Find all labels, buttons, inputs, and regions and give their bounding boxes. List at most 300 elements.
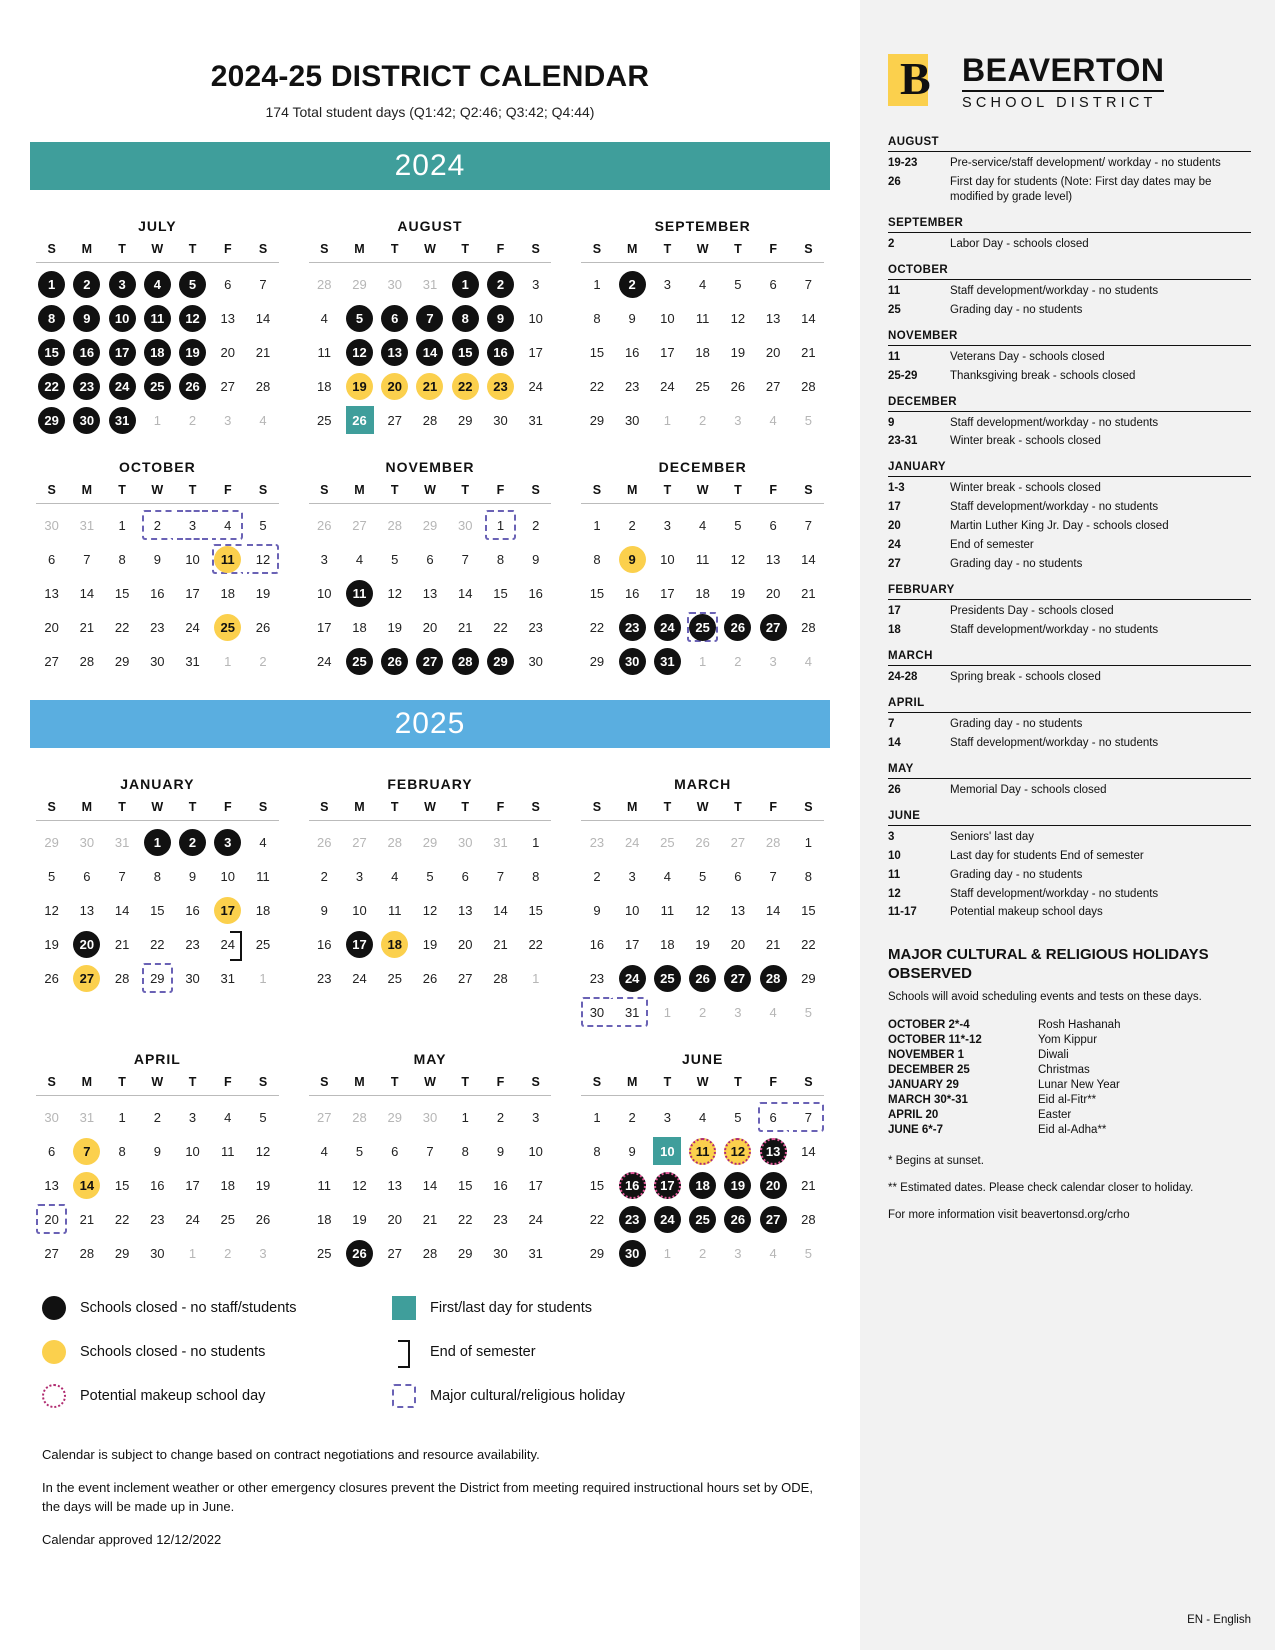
day-cell (720, 859, 755, 893)
weekday-header (307, 800, 554, 820)
day-cell (720, 369, 755, 403)
day-number: 22 (457, 1211, 473, 1227)
day-cell (342, 369, 377, 403)
day-cell (104, 542, 139, 576)
day-cell (377, 335, 412, 369)
day-cell (791, 1202, 826, 1236)
day-cell (342, 1236, 377, 1270)
day-cell (483, 1134, 518, 1168)
day-number: 27 (44, 653, 59, 669)
day-cell (685, 825, 720, 859)
day-number: 1 (663, 1004, 672, 1020)
day-cell (412, 542, 447, 576)
day-cell (104, 1236, 139, 1270)
day-number: 28 (422, 412, 438, 428)
day-number: 5 (734, 276, 742, 292)
holiday-date: JANUARY 29 (888, 1078, 959, 1091)
day-number: 11 (144, 305, 171, 332)
day-number: 11 (346, 580, 373, 607)
day-number: 9 (153, 551, 161, 567)
day-cell (175, 267, 210, 301)
day-number: 24 (654, 1206, 681, 1233)
day-cell (720, 610, 755, 644)
day-grid (307, 267, 554, 437)
day-number: 15 (801, 902, 816, 918)
day-number: 28 (452, 648, 479, 675)
day-cell (342, 576, 377, 610)
weekday-header (34, 1075, 281, 1095)
weekday-label: S (258, 1075, 268, 1089)
day-cell (756, 267, 791, 301)
day-number: 19 (255, 585, 271, 601)
holiday-name: Lunar New Year (1038, 1078, 1120, 1091)
day-number: 4 (355, 551, 364, 567)
day-cell (104, 927, 139, 961)
day-grid (579, 267, 826, 437)
day-number: 28 (79, 1245, 95, 1261)
day-cell (650, 893, 685, 927)
day-number: 23 (619, 614, 646, 641)
legend-swatch-teal-icon (392, 1296, 416, 1320)
day-number: 17 (528, 1177, 543, 1193)
holiday-row (888, 1122, 1251, 1137)
day-number: 4 (769, 412, 777, 428)
day-cell (140, 403, 175, 437)
day-cell (685, 335, 720, 369)
weekday-header (579, 483, 826, 503)
day-number: 19 (255, 1177, 271, 1193)
day-cell (756, 644, 791, 678)
day-number: 3 (355, 868, 364, 884)
weekday-label: T (461, 800, 470, 814)
event-description: Staff development/workday - no students (950, 624, 1159, 636)
day-number: 30 (493, 1245, 508, 1261)
event-row (888, 828, 1251, 847)
day-cell (518, 961, 553, 995)
weekday-label: W (424, 483, 436, 497)
day-cell (483, 610, 518, 644)
holiday-name: Christmas (1038, 1063, 1090, 1076)
weekday-header (34, 242, 281, 262)
day-cell (342, 508, 377, 542)
day-cell (210, 576, 245, 610)
event-description: Grading day - no students (950, 868, 1083, 881)
day-number: 21 (422, 1211, 438, 1227)
day-number: 26 (255, 619, 271, 635)
day-number: 11 (221, 1143, 235, 1159)
day-number: 26 (317, 517, 332, 533)
weekday-label: M (626, 242, 638, 256)
day-cell (307, 403, 342, 437)
day-cell (34, 576, 69, 610)
holiday-footnote: ** Estimated dates. Please check calendar closer to holiday. (888, 1182, 1194, 1195)
weekday-label: M (354, 483, 365, 497)
day-cell (175, 1202, 210, 1236)
day-number: 24 (660, 378, 675, 394)
day-cell (377, 1134, 412, 1168)
day-cell (650, 403, 685, 437)
note-text: Calendar is subject to change based on contract negotiations and resource availability. (42, 1447, 540, 1462)
day-number: 3 (214, 829, 241, 856)
day-cell (140, 1236, 175, 1270)
holiday-name: Eid al-Adha** (1038, 1123, 1107, 1136)
day-cell (210, 893, 245, 927)
day-number: 27 (760, 614, 787, 641)
day-cell (140, 267, 175, 301)
day-number: 18 (695, 344, 710, 360)
day-number: 21 (801, 344, 816, 360)
day-number: 1 (663, 1245, 672, 1261)
day-cell (448, 576, 483, 610)
day-cell (791, 961, 826, 995)
day-cell (518, 403, 553, 437)
day-cell (412, 335, 447, 369)
day-cell (685, 403, 720, 437)
day-cell (483, 1202, 518, 1236)
day-cell (685, 267, 720, 301)
weekday-label: S (592, 242, 602, 256)
day-number: 30 (422, 1109, 438, 1125)
divider (36, 503, 279, 504)
day-cell (210, 1168, 245, 1202)
holiday-date: JUNE 6*-7 (888, 1123, 943, 1136)
day-grid (34, 267, 281, 437)
day-cell (720, 995, 755, 1029)
day-number: 10 (660, 551, 675, 567)
day-cell (685, 1134, 720, 1168)
day-number: 9 (628, 1143, 636, 1159)
day-number: 6 (224, 276, 232, 292)
day-cell (791, 1100, 826, 1134)
day-number: 8 (118, 551, 126, 567)
day-cell (34, 1236, 69, 1270)
day-cell (791, 369, 826, 403)
day-cell (412, 369, 447, 403)
day-cell (615, 301, 650, 335)
day-number: 2 (593, 868, 601, 884)
day-number: 23 (589, 970, 605, 986)
day-number: 24 (528, 1211, 543, 1227)
day-cell (615, 1202, 650, 1236)
day-cell (175, 1100, 210, 1134)
day-number: 21 (79, 1211, 95, 1227)
day-number: 16 (493, 1177, 508, 1193)
day-cell (579, 893, 614, 927)
weekday-label: F (223, 800, 232, 814)
holiday-date: DECEMBER 25 (888, 1063, 970, 1076)
day-cell (791, 542, 826, 576)
day-number: 19 (387, 619, 402, 635)
day-number: 2 (734, 653, 742, 669)
day-cell (210, 335, 245, 369)
event-description: Grading day - no students (950, 558, 1083, 571)
day-cell (650, 1236, 685, 1270)
day-cell (579, 1202, 614, 1236)
day-number: 23 (624, 378, 640, 394)
weekday-label: S (320, 483, 329, 497)
day-number: 4 (769, 1004, 777, 1020)
day-cell (791, 825, 826, 859)
day-number: 5 (804, 412, 812, 428)
holiday-row (888, 1047, 1251, 1062)
holiday-date: APRIL 20 (888, 1108, 939, 1121)
day-cell (615, 508, 650, 542)
day-cell (175, 825, 210, 859)
month-november (303, 441, 558, 678)
day-number: 5 (699, 868, 707, 884)
day-number: 21 (493, 936, 508, 952)
day-cell (175, 961, 210, 995)
day-cell (34, 542, 69, 576)
day-cell (377, 1168, 412, 1202)
day-number: 29 (422, 517, 438, 533)
day-number: 30 (528, 653, 543, 669)
day-number: 20 (457, 936, 473, 952)
event-description: Seniors' last day (950, 830, 1035, 843)
weekday-label: T (188, 242, 197, 256)
day-number: 21 (457, 619, 473, 635)
weekday-header (307, 1075, 554, 1095)
weekday-label: F (496, 800, 505, 814)
day-cell (685, 576, 720, 610)
day-cell (720, 267, 755, 301)
day-number: 8 (38, 305, 65, 332)
day-number: 22 (150, 936, 165, 952)
day-number: 18 (381, 931, 408, 958)
day-cell (69, 542, 104, 576)
day-number: 13 (44, 1177, 59, 1193)
day-number: 15 (589, 585, 605, 601)
day-cell (210, 369, 245, 403)
day-number: 27 (387, 412, 402, 428)
day-cell (685, 301, 720, 335)
event-row (888, 432, 1251, 451)
day-cell (483, 576, 518, 610)
day-number: 27 (730, 834, 746, 850)
note-text: Calendar approved 12/12/2022 (42, 1531, 222, 1547)
day-cell (791, 1236, 826, 1270)
day-cell (412, 1100, 447, 1134)
day-cell (104, 335, 139, 369)
day-number: 25 (689, 614, 716, 641)
day-cell (342, 893, 377, 927)
day-number: 26 (695, 834, 710, 850)
day-number: 7 (804, 517, 812, 533)
day-number: 13 (387, 1177, 402, 1193)
day-cell (377, 1100, 412, 1134)
day-number: 30 (150, 1245, 165, 1261)
month-february (303, 758, 558, 1029)
day-cell (175, 1236, 210, 1270)
holiday-name: Yom Kippur (1038, 1033, 1098, 1046)
event-row (888, 235, 1251, 254)
event-month-heading: NOVEMBER (888, 329, 958, 342)
day-number: 27 (352, 834, 367, 850)
day-cell (615, 542, 650, 576)
day-cell (245, 369, 280, 403)
event-date: 3 (888, 830, 895, 843)
day-cell (377, 927, 412, 961)
day-cell (412, 1134, 447, 1168)
day-cell (34, 610, 69, 644)
day-cell (579, 961, 614, 995)
weekday-label: S (47, 483, 56, 497)
day-cell (342, 825, 377, 859)
year-bar-2024: 2024 (30, 142, 830, 190)
day-number: 27 (760, 1206, 787, 1233)
day-number: 27 (457, 970, 473, 986)
day-cell (791, 1134, 826, 1168)
day-cell (210, 644, 245, 678)
day-cell (140, 859, 175, 893)
divider (581, 503, 824, 504)
events-list (888, 136, 1251, 922)
day-number: 16 (624, 585, 640, 601)
day-number: 12 (724, 1138, 751, 1165)
day-number: 3 (628, 868, 636, 884)
day-number: 9 (593, 902, 601, 918)
day-cell (615, 1134, 650, 1168)
day-cell (448, 1168, 483, 1202)
event-month-heading: MAY (888, 762, 914, 775)
day-number: 26 (317, 834, 332, 850)
day-number: 1 (153, 412, 161, 428)
day-cell (650, 995, 685, 1029)
day-cell (307, 267, 342, 301)
day-cell (518, 301, 553, 335)
day-cell (210, 825, 245, 859)
day-cell (685, 859, 720, 893)
day-number: 8 (593, 310, 601, 326)
day-cell (140, 301, 175, 335)
day-number: 29 (114, 653, 130, 669)
legend-item (392, 1384, 830, 1408)
day-cell (140, 542, 175, 576)
holiday-name: Eid al-Fitr** (1038, 1093, 1097, 1106)
day-number: 24 (185, 1211, 200, 1227)
day-number: 22 (493, 619, 508, 635)
day-number: 20 (44, 619, 59, 635)
day-number: 4 (699, 276, 707, 292)
day-cell (412, 267, 447, 301)
day-cell (307, 610, 342, 644)
day-cell (377, 576, 412, 610)
day-cell (720, 508, 755, 542)
weekday-label: T (663, 1075, 672, 1089)
day-number: 20 (73, 931, 100, 958)
day-number: 12 (387, 585, 402, 601)
event-description: End of semester (950, 539, 1034, 552)
day-number: 7 (259, 276, 267, 292)
day-grid (579, 508, 826, 678)
divider (888, 476, 1251, 477)
day-cell (412, 1202, 447, 1236)
day-cell (518, 267, 553, 301)
day-cell (245, 403, 280, 437)
day-cell (69, 369, 104, 403)
event-date: 18 (888, 624, 901, 636)
divider (888, 279, 1251, 280)
day-number: 31 (185, 653, 200, 669)
day-number: 3 (188, 1109, 197, 1125)
weekday-label: S (804, 1075, 813, 1089)
day-number: 16 (589, 936, 605, 952)
month-title: FEBRUARY (387, 776, 473, 792)
day-cell (34, 267, 69, 301)
day-number: 12 (695, 902, 710, 918)
day-number: 6 (461, 868, 469, 884)
day-cell (34, 825, 69, 859)
day-number: 28 (422, 1245, 438, 1261)
day-number: 31 (79, 1109, 95, 1125)
day-cell (518, 369, 553, 403)
weekday-label: F (223, 1075, 232, 1089)
day-cell (720, 644, 755, 678)
day-cell (756, 369, 791, 403)
day-number: 1 (663, 412, 672, 428)
day-cell (791, 301, 826, 335)
month-title: AUGUST (397, 218, 463, 234)
day-cell (791, 644, 826, 678)
day-cell (791, 403, 826, 437)
weekday-label: W (696, 1075, 709, 1089)
event-row (888, 348, 1251, 367)
day-cell (518, 1202, 553, 1236)
weekday-label: F (496, 483, 505, 497)
day-cell (245, 301, 280, 335)
day-cell (650, 610, 685, 644)
day-cell (720, 335, 755, 369)
day-cell (245, 961, 280, 995)
day-cell (720, 576, 755, 610)
day-number: 3 (663, 276, 672, 292)
day-cell (615, 369, 650, 403)
day-number: 14 (493, 902, 508, 918)
day-number: 29 (457, 412, 473, 428)
weekday-label: M (354, 242, 365, 256)
logo-mark-icon (888, 54, 952, 112)
day-cell (140, 927, 175, 961)
day-cell (210, 927, 245, 961)
legend-swatch-dash-icon (392, 1384, 416, 1408)
month-june (575, 1033, 830, 1270)
divider (581, 820, 824, 821)
month-march (575, 758, 830, 1029)
day-cell (579, 335, 614, 369)
event-description: Memorial Day - schools closed (950, 783, 1107, 796)
day-cell (210, 610, 245, 644)
event-month-heading: JANUARY (888, 461, 946, 474)
day-number: 25 (689, 1206, 716, 1233)
day-cell (34, 1100, 69, 1134)
holiday-footnote: * Begins at sunset. (888, 1155, 984, 1168)
day-cell (104, 301, 139, 335)
day-cell (685, 542, 720, 576)
page-title: 2024-25 DISTRICT CALENDAR (210, 60, 650, 93)
day-number: 15 (452, 339, 479, 366)
day-cell (175, 893, 210, 927)
holiday-row (888, 1107, 1251, 1122)
day-cell (377, 610, 412, 644)
day-cell (720, 1168, 755, 1202)
day-number: 17 (528, 344, 543, 360)
day-number: 23 (150, 1211, 165, 1227)
day-number: 20 (765, 344, 781, 360)
day-number: 27 (73, 965, 100, 992)
day-number: 29 (589, 412, 605, 428)
weekday-label: F (223, 242, 232, 256)
day-number: 28 (493, 970, 508, 986)
